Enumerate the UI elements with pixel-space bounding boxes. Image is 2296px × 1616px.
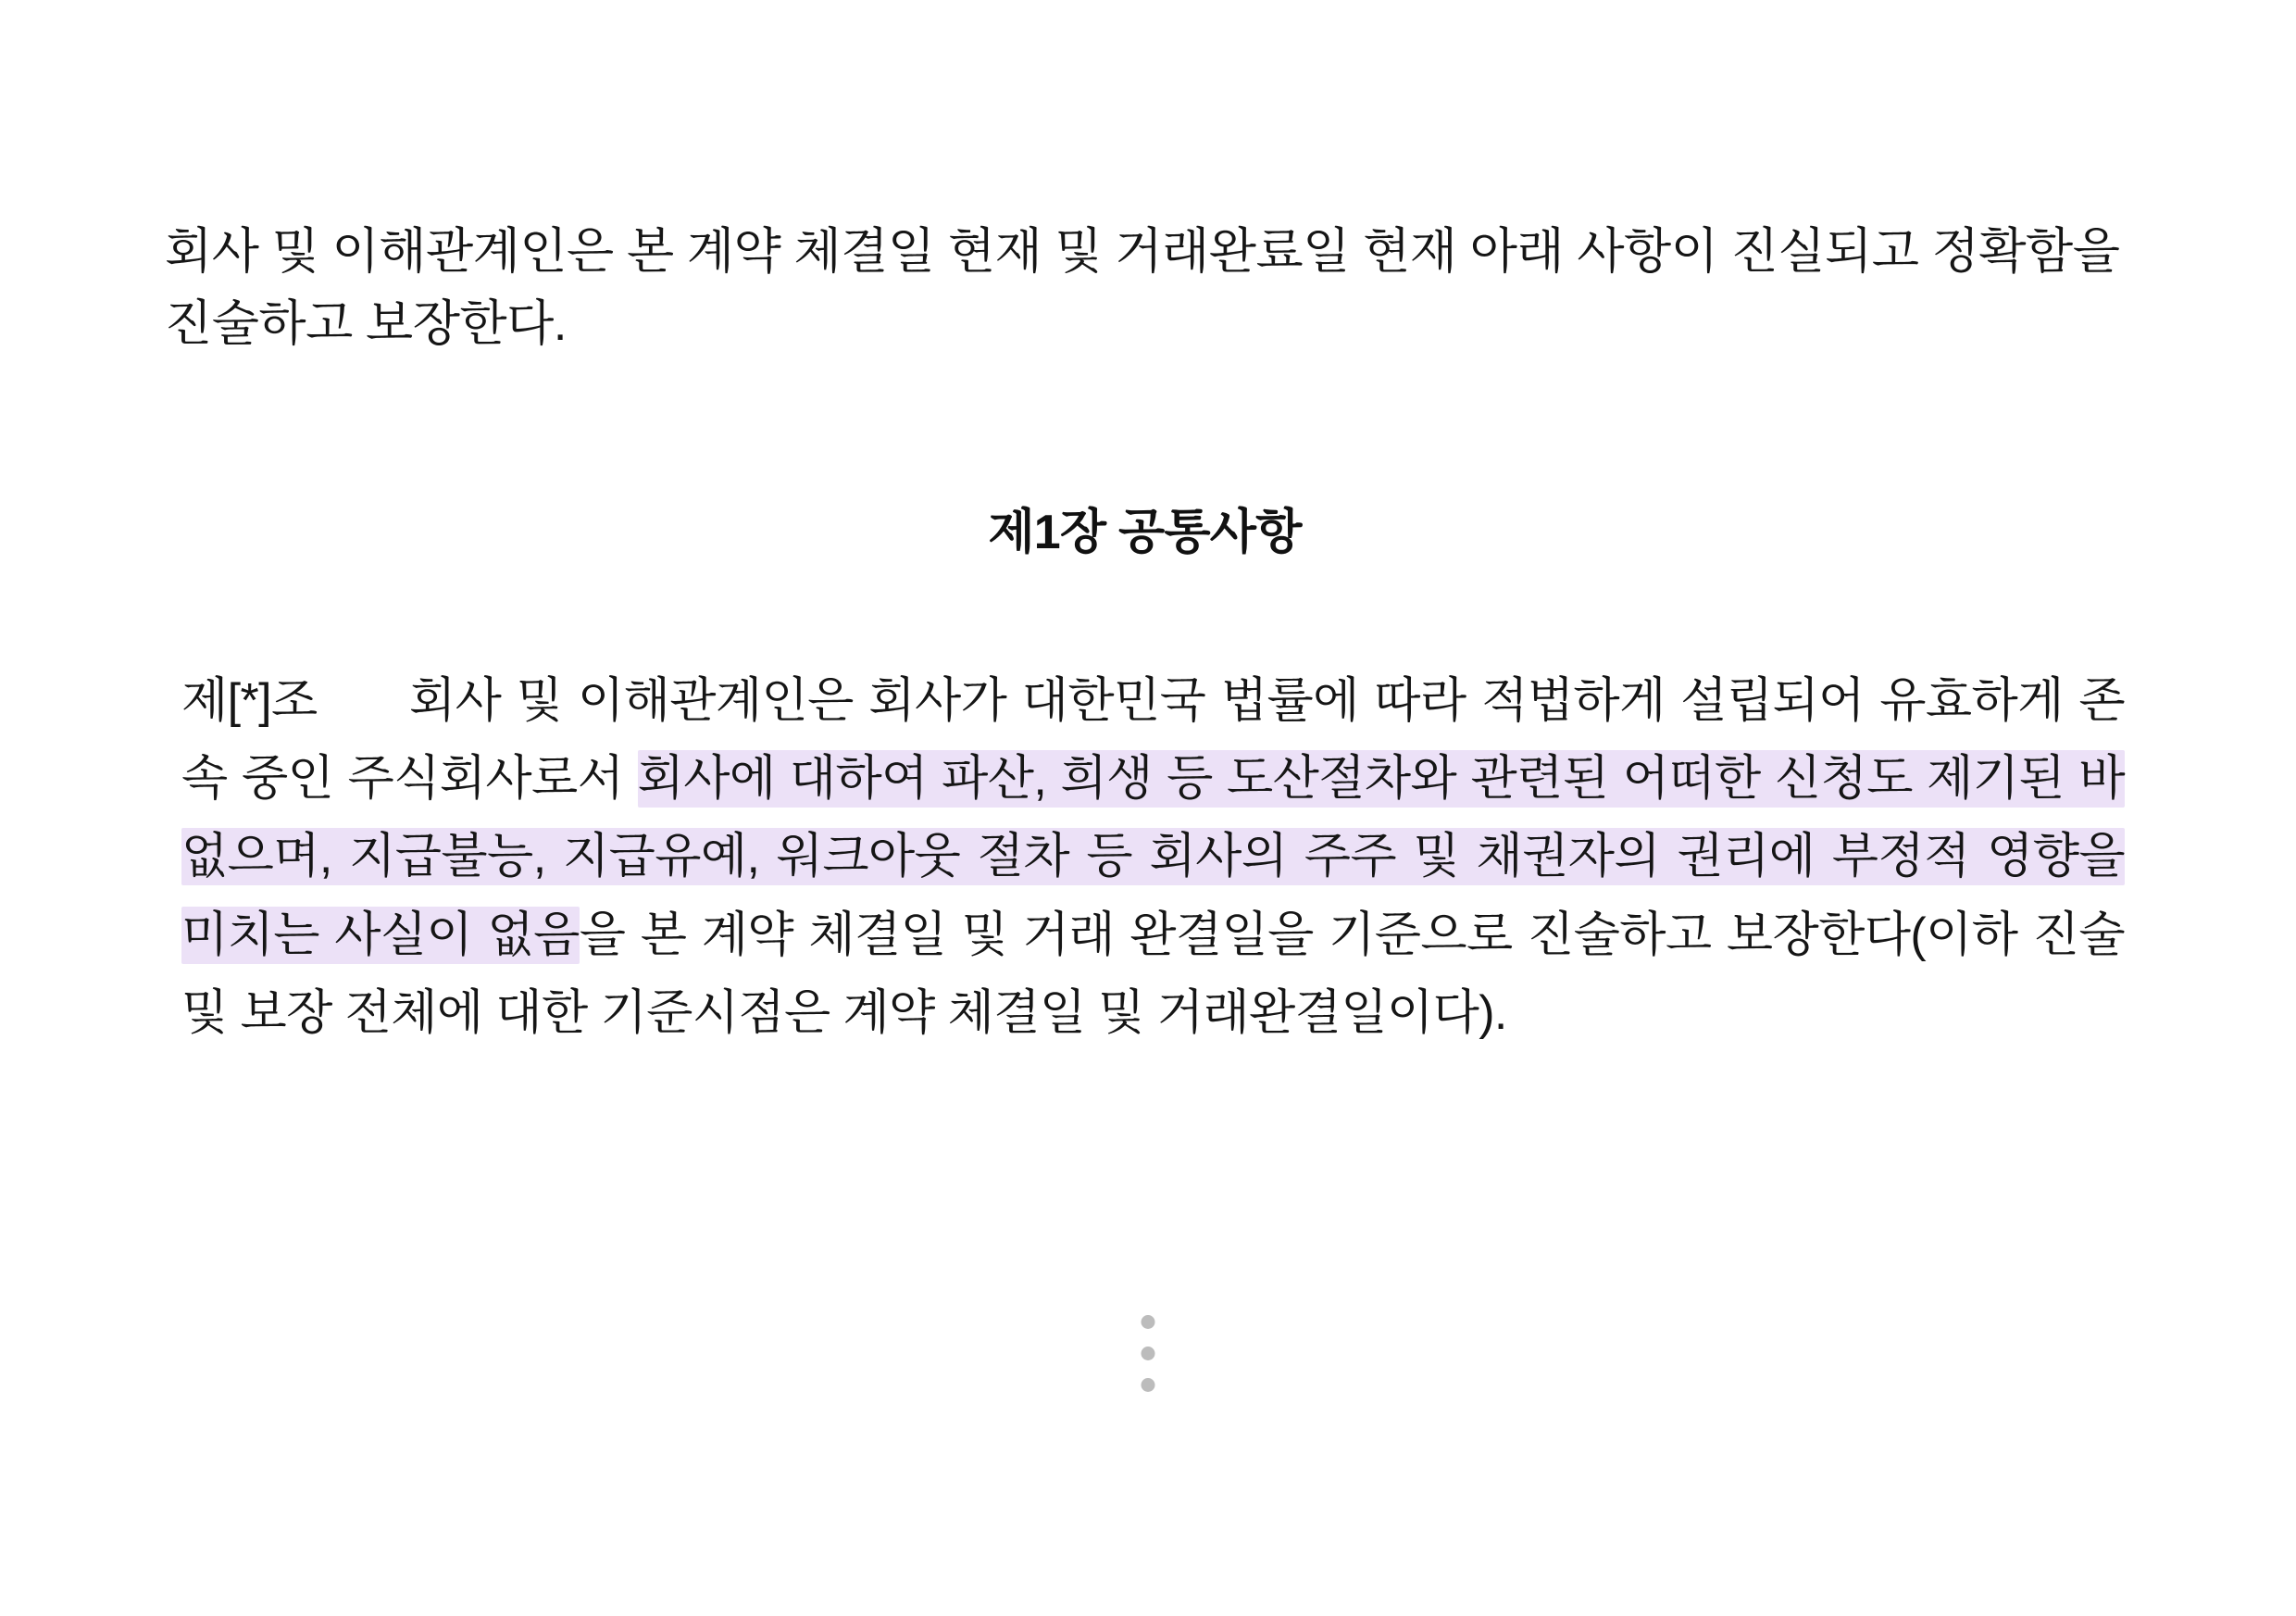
vertical-ellipsis-icon (1142, 1315, 1155, 1392)
intro-paragraph: 회사 및 이해관계인은 본 계약 체결일 현재 및 거래완료일 현재 아래 사항이 진실되고 정확함을 진술하고 보장한다. (165, 224, 2120, 352)
clause-number-label: 제[*]조 (181, 673, 318, 728)
highlighted-clause-text: 회사에 대하여 파산, 희생 등 도산절차와 관련된 어떠한 신청도 제기된 바 없으며, 지급불능, 지급유예, 워크아웃 절차 등 회사의 주주 및 채권자의 권리에 부정적 영향을 미치는 사실이 없음 (181, 752, 2125, 962)
clause-text-after-highlight: 을 본 계약 체결일 및 거래 완결일을 기준으로 진술하고 보장한다(이하 진술 및 보장 전체에 대한 기준시점은 계약 체결일 및 거래완결일이다). (181, 908, 2125, 1040)
ellipsis-dot (1142, 1347, 1155, 1360)
ellipsis-dot (1142, 1378, 1155, 1392)
clause-text-before-highlight: 회사 및 이해관계인은 회사가 대한민국 법률에 따라 적법하게 설립되어 유효하게 존속 중인 주식회사로서 (181, 673, 2125, 807)
chapter-heading: 제1장 공통사항 (988, 505, 1302, 559)
clause-label-gap (318, 674, 409, 728)
ellipsis-dot (1142, 1315, 1155, 1329)
clause-paragraph (165, 662, 2125, 1052)
